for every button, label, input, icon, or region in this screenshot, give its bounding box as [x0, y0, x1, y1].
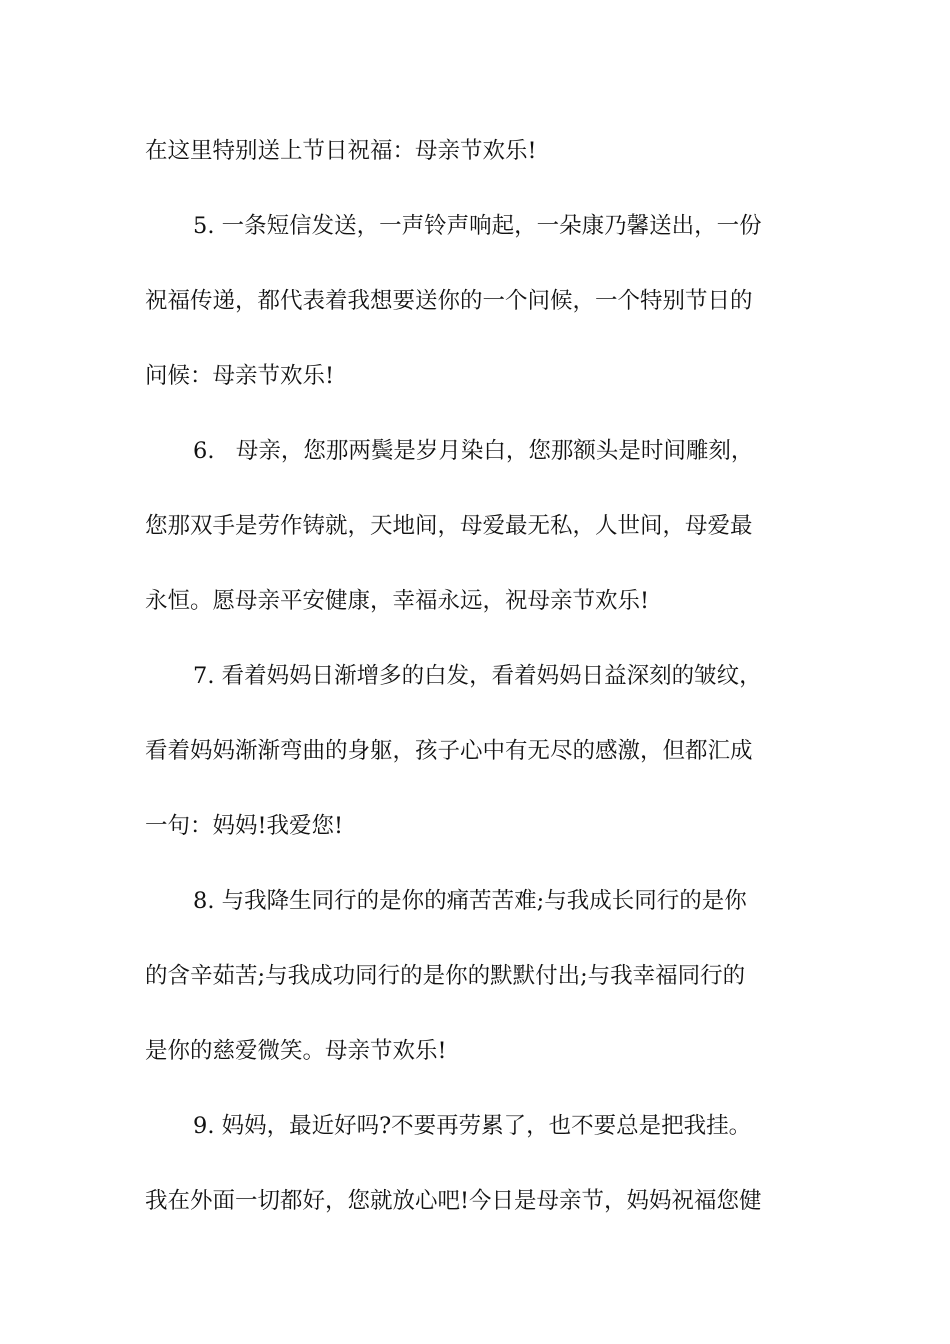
text-line: 7. 看着妈妈日渐增多的白发，看着妈妈日益深刻的皱纹， [193, 663, 762, 689]
text-line: 8. 与我降生同行的是你的痛苦苦难;与我成长同行的是你 [193, 888, 747, 914]
text-line: 9. 妈妈，最近好吗?不要再劳累了，也不要总是把我挂。 [193, 1113, 752, 1139]
text-line: 祝福传递，都代表着我想要送你的一个问候，一个特别节日的 [145, 288, 753, 314]
text-line: 在这里特别送上节日祝福：母亲节欢乐! [145, 138, 537, 164]
text-line: 看着妈妈渐渐弯曲的身躯，孩子心中有无尽的感激，但都汇成 [145, 738, 753, 764]
text-line: 是你的慈爱微笑。母亲节欢乐! [145, 1038, 447, 1064]
text-line: 您那双手是劳作铸就，天地间，母爱最无私，人世间，母爱最 [145, 513, 753, 539]
text-line: 一句：妈妈!我爱您! [145, 813, 344, 839]
text-line: 6. 母亲，您那两鬓是岁月染白，您那额头是时间雕刻， [193, 438, 754, 464]
text-line: 问候：母亲节欢乐! [145, 363, 335, 389]
text-line: 5. 一条短信发送，一声铃声响起，一朵康乃馨送出，一份 [193, 213, 762, 239]
text-line: 我在外面一切都好，您就放心吧!今日是母亲节，妈妈祝福您健 [145, 1188, 762, 1214]
text-line: 的含辛茹苦;与我成功同行的是你的默默付出;与我幸福同行的 [145, 963, 746, 989]
text-line: 永恒。愿母亲平安健康，幸福永远，祝母亲节欢乐! [145, 588, 650, 614]
